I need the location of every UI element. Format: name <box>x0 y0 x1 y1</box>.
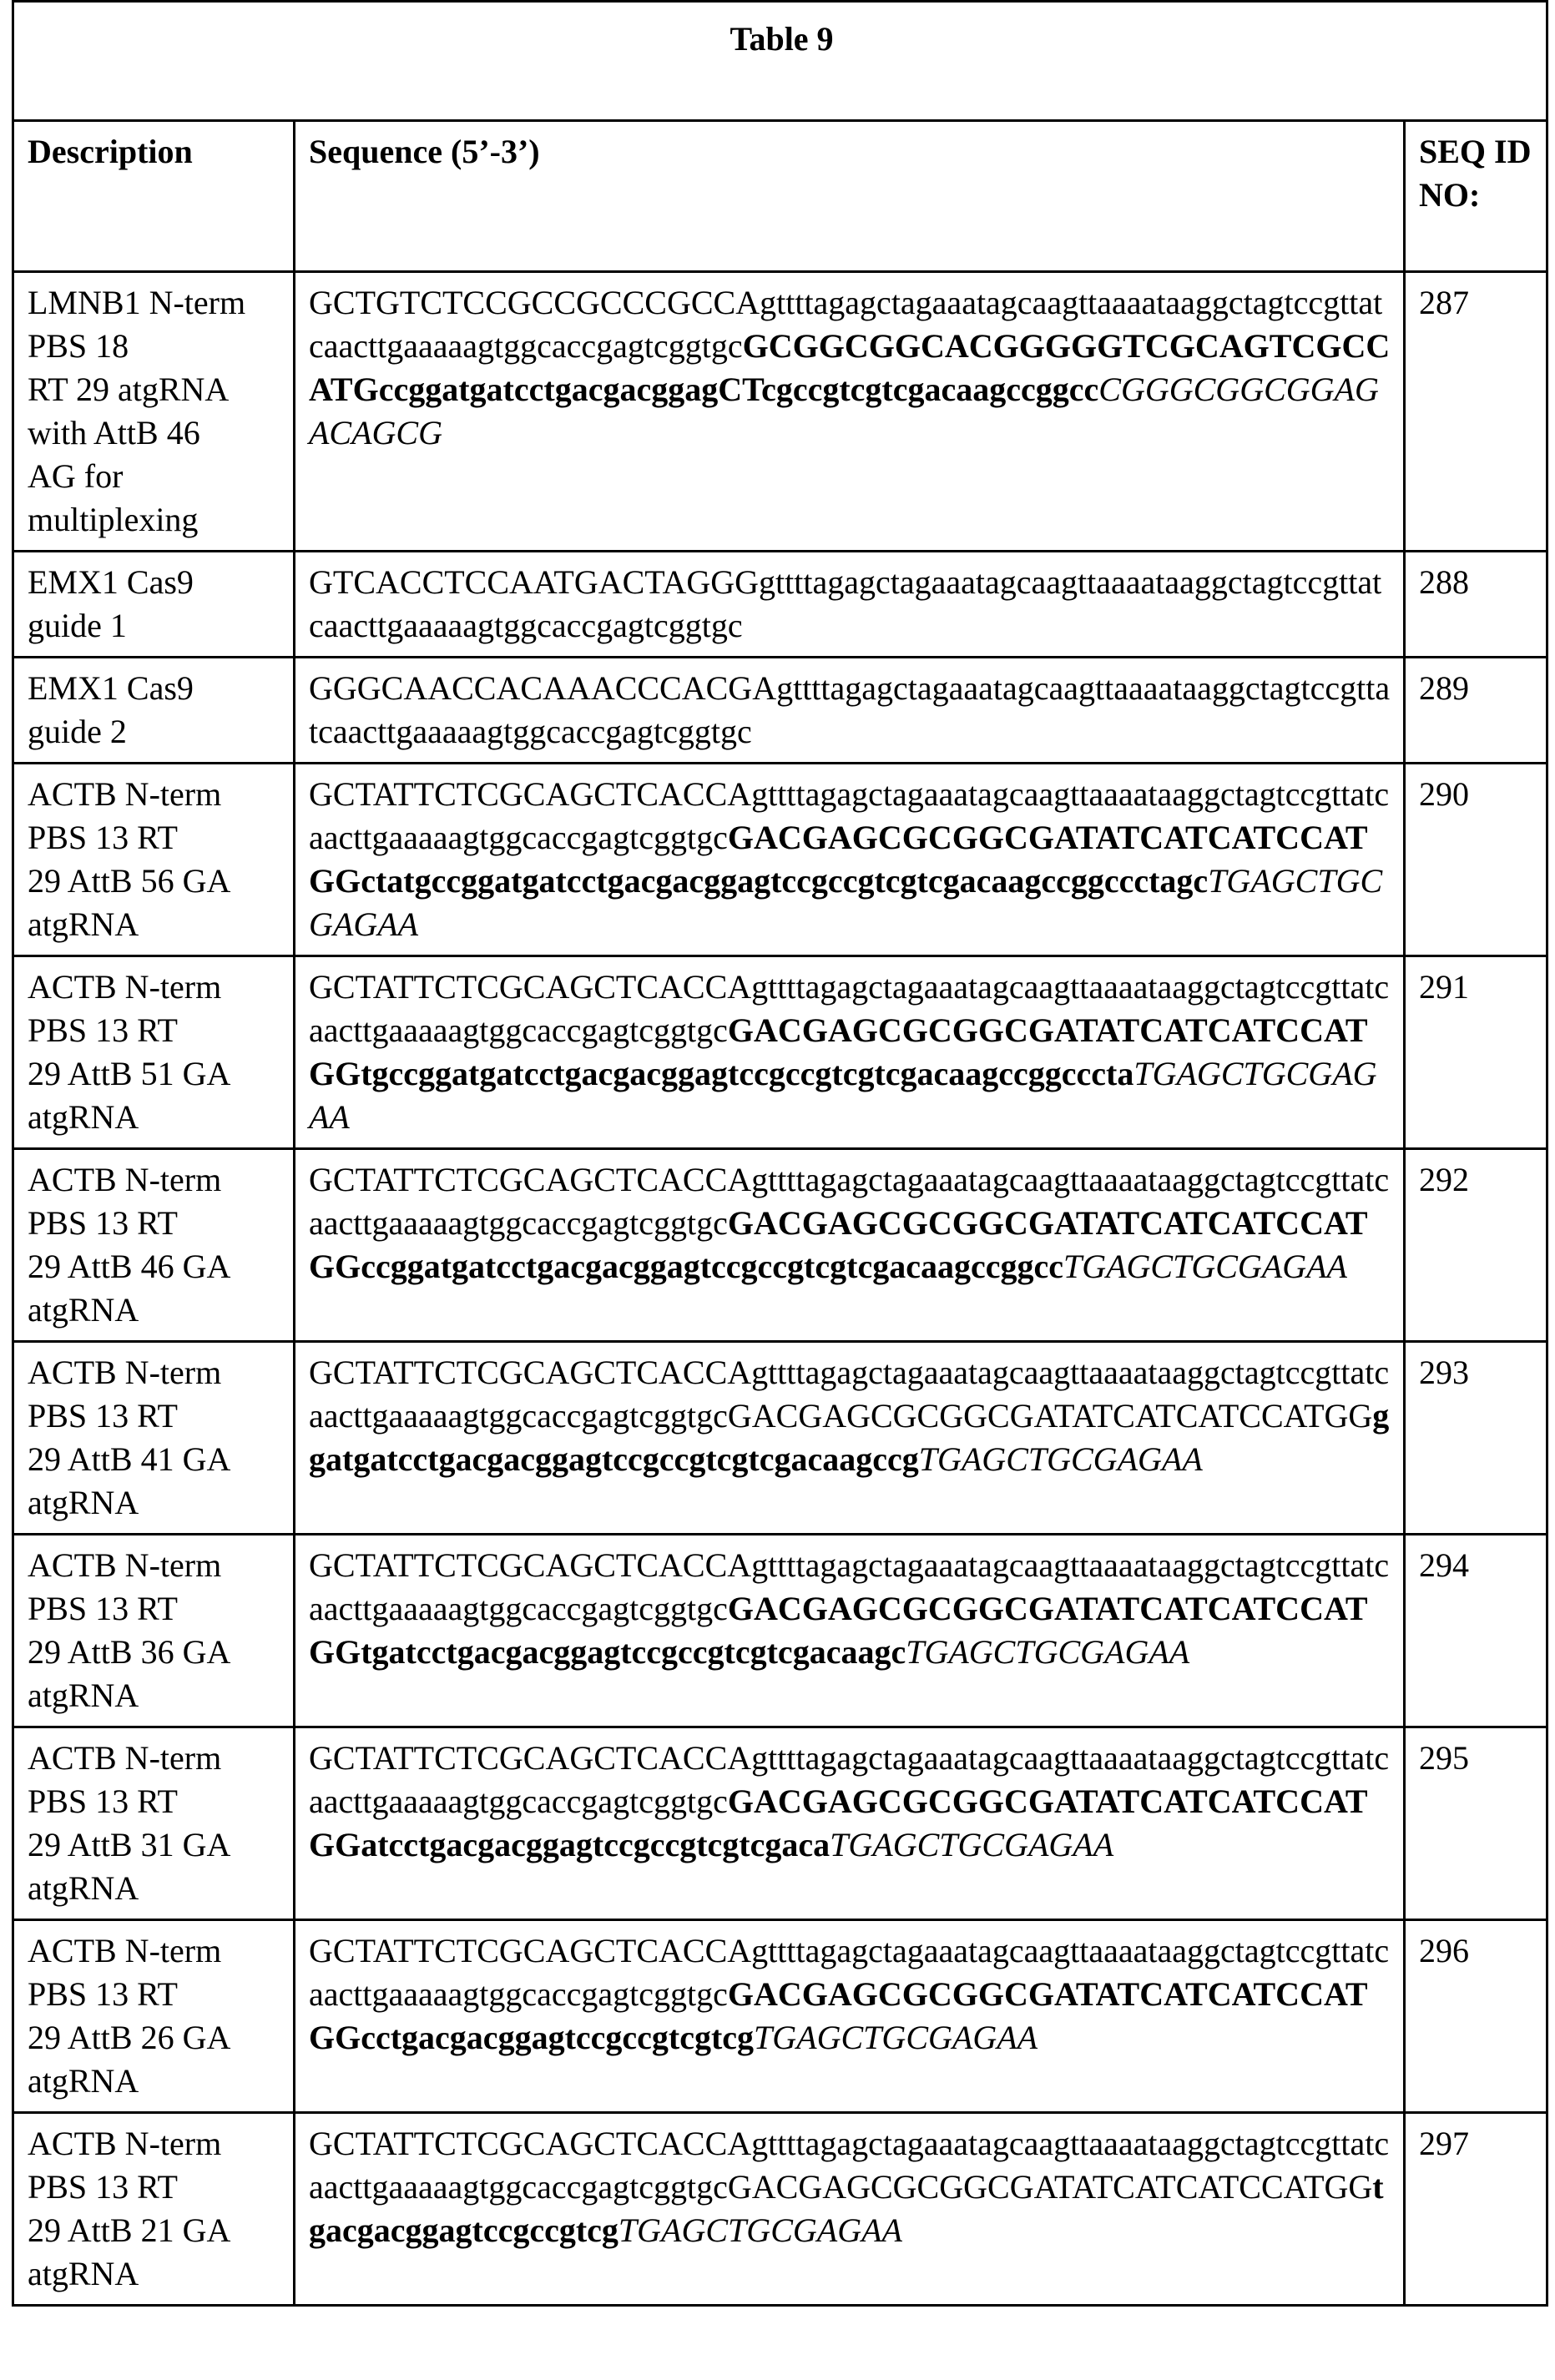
sequence-cell <box>295 1727 1405 1920</box>
seq-id-cell: 287 <box>1405 272 1547 552</box>
title-row <box>13 2 1547 121</box>
sequence-segment-plain: GCTATTCTCGCAGCTCACCAgttttagagctagaaatagcaagttaaaataaggctagtccgttatcaacttgaaaaagtggcaccgagtcggtgcGACGAGCGCGGCGATATCATCATCCATGG <box>309 1354 1389 1435</box>
table-row <box>13 1727 1547 1920</box>
description-cell: LMNB1 N-term PBS 18 RT 29 atgRNA with AttB 46 AG for multiplexing <box>13 272 295 552</box>
description-cell: ACTB N-term PBS 13 RT 29 AttB 46 GA atgRNA <box>13 1149 295 1342</box>
seq-id-cell: 292 <box>1405 1149 1547 1342</box>
description-cell: ACTB N-term PBS 13 RT 29 AttB 21 GA atgRNA <box>13 2113 295 2306</box>
table-row <box>13 658 1547 764</box>
seq-id-cell: 291 <box>1405 956 1547 1149</box>
sequence-segment-plain: GCTATTCTCGCAGCTCACCAgttttagagctagaaatagcaagttaaaataaggctagtccgttatcaacttgaaaaagtggcaccgagtcggtgcGACGAGCGCGGCGATATCATCATCCATGG <box>309 2125 1389 2206</box>
sequence-segment-bold: GACGAGCGCGGCGATATCATCATCCATGGcctgacgacggagtccgccgtcgtcg <box>309 1975 1368 2056</box>
sequence-segment-plain: GTCACCTCCAATGACTAGGGgttttagagctagaaatagcaagttaaaataaggctagtccgttatcaacttgaaaaagtggcaccgagtcggtgc <box>309 563 1381 644</box>
sequence-cell <box>295 1920 1405 2113</box>
sequence-cell <box>295 764 1405 956</box>
sequence-cell <box>295 2113 1405 2306</box>
description-cell: ACTB N-term PBS 13 RT 29 AttB 36 GA atgRNA <box>13 1535 295 1727</box>
sequence-segment-plain: GCTATTCTCGCAGCTCACCAgttttagagctagaaatagcaagttaaaataaggctagtccgttatcaacttgaaaaagtggcaccgagtcggtgc <box>309 1161 1389 1242</box>
sequence-cell <box>295 1149 1405 1342</box>
sequence-segment-italic: TGAGCTGCGAGAA <box>1063 1248 1347 1285</box>
sequence-segment-plain: GCTATTCTCGCAGCTCACCAgttttagagctagaaatagcaagttaaaataaggctagtccgttatcaacttgaaaaagtggcaccgagtcggtgc <box>309 968 1389 1049</box>
sequence-segment-plain: GGGCAACCACAAACCCACGAgttttagagctagaaatagcaagttaaaataaggctagtccgttatcaacttgaaaaagtggcaccgagtcggtgc <box>309 669 1390 750</box>
header-description: Description <box>13 121 295 272</box>
seq-id-cell: 288 <box>1405 552 1547 658</box>
sequence-segment-bold: GACGAGCGCGGCGATATCATCATCCATGGctatgccggatgatcctgacgacggagtccgccgtcgtcgacaagccggccctagc <box>309 819 1368 900</box>
sequence-segment-bold: ggatgatcctgacgacggagtccgccgtcgtcgacaagccg <box>309 1397 1389 1478</box>
description-cell: EMX1 Cas9 guide 1 <box>13 552 295 658</box>
description-cell: ACTB N-term PBS 13 RT 29 AttB 41 GA atgRNA <box>13 1342 295 1535</box>
sequence-cell <box>295 1535 1405 1727</box>
sequence-segment-italic: TGAGCTGCGAGAA <box>309 862 1382 943</box>
table-row <box>13 1342 1547 1535</box>
sequence-segment-italic: TGAGCTGCGAGAA <box>309 1055 1377 1136</box>
table-row <box>13 552 1547 658</box>
sequence-segment-italic: TGAGCTGCGAGAA <box>618 2211 902 2249</box>
seq-id-cell: 294 <box>1405 1535 1547 1727</box>
header-seq-id: SEQ ID NO: <box>1405 121 1547 272</box>
description-cell: ACTB N-term PBS 13 RT 29 AttB 56 GA atgRNA <box>13 764 295 956</box>
sequence-segment-italic: TGAGCTGCGAGAA <box>754 2019 1038 2056</box>
sequence-segment-italic: CGGGCGGCGGAGACAGCG <box>309 371 1379 451</box>
sequence-segment-bold: GCGGCGGCACGGGGGTCGCAGTCGCCATGccggatgatcctgacgacggagCTcgccgtcgtcgacaagccggcc <box>309 327 1390 408</box>
seq-id-cell: 290 <box>1405 764 1547 956</box>
seq-id-cell: 289 <box>1405 658 1547 764</box>
table-row <box>13 1535 1547 1727</box>
table-title: Table 9 <box>13 2 1547 121</box>
table-row <box>13 1920 1547 2113</box>
sequence-table <box>12 0 1548 2307</box>
sequence-segment-bold: tgacgacggagtccgccgtcg <box>309 2168 1384 2249</box>
sequence-segment-italic: TGAGCTGCGAGAA <box>906 1633 1189 1671</box>
sequence-segment-italic: TGAGCTGCGAGAA <box>919 1440 1203 1478</box>
seq-id-cell: 296 <box>1405 1920 1547 2113</box>
sequence-segment-plain: GCTATTCTCGCAGCTCACCAgttttagagctagaaatagcaagttaaaataaggctagtccgttatcaacttgaaaaagtggcaccgagtcggtgc <box>309 1739 1389 1820</box>
seq-id-cell: 293 <box>1405 1342 1547 1535</box>
description-cell: ACTB N-term PBS 13 RT 29 AttB 26 GA atgRNA <box>13 1920 295 2113</box>
sequence-segment-bold: GACGAGCGCGGCGATATCATCATCCATGGccggatgatcctgacgacggagtccgccgtcgtcgacaagccggcc <box>309 1204 1368 1285</box>
header-sequence: Sequence (5’-3’) <box>295 121 1405 272</box>
header-row <box>13 121 1547 272</box>
table-row <box>13 956 1547 1149</box>
table-row <box>13 272 1547 552</box>
description-cell: ACTB N-term PBS 13 RT 29 AttB 51 GA atgRNA <box>13 956 295 1149</box>
sequence-segment-plain: GCTGTCTCCGCCGCCCGCCAgttttagagctagaaatagcaagttaaaataaggctagtccgttatcaacttgaaaaagtggcaccgagtcggtgc <box>309 284 1382 365</box>
seq-id-cell: 297 <box>1405 2113 1547 2306</box>
sequence-segment-plain: GCTATTCTCGCAGCTCACCAgttttagagctagaaatagcaagttaaaataaggctagtccgttatcaacttgaaaaagtggcaccgagtcggtgc <box>309 1932 1389 2013</box>
seq-id-cell: 295 <box>1405 1727 1547 1920</box>
table-row <box>13 1149 1547 1342</box>
table-row <box>13 764 1547 956</box>
table-row <box>13 2113 1547 2306</box>
sequence-segment-plain: GCTATTCTCGCAGCTCACCAgttttagagctagaaatagcaagttaaaataaggctagtccgttatcaacttgaaaaagtggcaccgagtcggtgc <box>309 1546 1389 1627</box>
sequence-cell <box>295 956 1405 1149</box>
sequence-segment-bold: GACGAGCGCGGCGATATCATCATCCATGGtgccggatgatcctgacgacggagtccgccgtcgtcgacaagccggcccta <box>309 1011 1368 1092</box>
description-cell: ACTB N-term PBS 13 RT 29 AttB 31 GA atgRNA <box>13 1727 295 1920</box>
sequence-cell <box>295 272 1405 552</box>
sequence-cell <box>295 658 1405 764</box>
description-cell: EMX1 Cas9 guide 2 <box>13 658 295 764</box>
sequence-cell <box>295 552 1405 658</box>
table-body <box>13 272 1547 2306</box>
sequence-cell <box>295 1342 1405 1535</box>
sequence-segment-italic: TGAGCTGCGAGAA <box>830 1826 1113 1863</box>
sequence-segment-plain: GCTATTCTCGCAGCTCACCAgttttagagctagaaatagcaagttaaaataaggctagtccgttatcaacttgaaaaagtggcaccgagtcggtgc <box>309 775 1389 856</box>
sequence-segment-bold: GACGAGCGCGGCGATATCATCATCCATGGtgatcctgacgacggagtccgccgtcgtcgacaagc <box>309 1590 1368 1671</box>
sequence-segment-bold: GACGAGCGCGGCGATATCATCATCCATGGatcctgacgacggagtccgccgtcgtcgaca <box>309 1782 1368 1863</box>
